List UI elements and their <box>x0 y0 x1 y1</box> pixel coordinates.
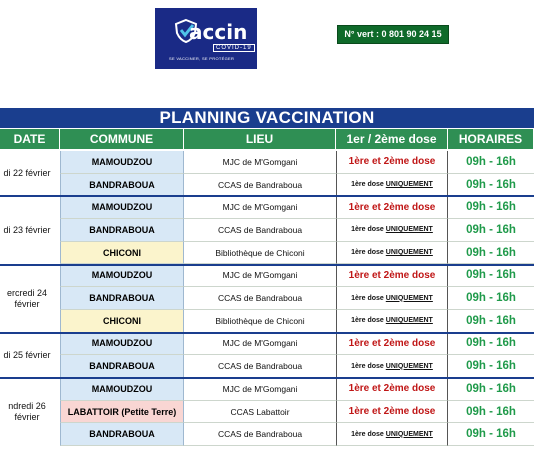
horaires-cell: 09h - 16h <box>448 401 534 424</box>
commune-cell: BANDRABOUA <box>60 174 184 197</box>
horaires-cell: 09h - 16h <box>448 333 534 356</box>
lieu-cell: CCAS de Bandraboua <box>184 355 336 378</box>
dose-cell: 1ère et 2ème dose <box>336 401 448 424</box>
date-text: di 22 février <box>3 168 51 179</box>
dose-cell: 1ère et 2ème dose <box>336 151 448 174</box>
commune-cell: BANDRABOUA <box>60 423 184 446</box>
commune-cell: LABATTOIR (Petite Terre) <box>60 401 184 424</box>
lieu-cell: CCAS de Bandraboua <box>184 174 336 197</box>
lieu-cell: MJC de M'Gomgani <box>184 378 336 401</box>
commune-cell: MAMOUDZOU <box>60 378 184 401</box>
lieu-cell: Bibliothèque de Chiconi <box>184 242 336 265</box>
dose-cell: 1ère et 2ème dose <box>336 378 448 401</box>
dose-text: 1ère dose <box>351 249 384 257</box>
commune-cell: MAMOUDZOU <box>60 196 184 219</box>
header-lieu: LIEU <box>184 129 336 149</box>
date-text: ercredi 24 février <box>6 287 48 309</box>
day-separator <box>0 332 534 334</box>
commune-cell: MAMOUDZOU <box>60 151 184 174</box>
dose-uniquement: UNIQUEMENT <box>385 362 433 370</box>
lieu-cell: MJC de M'Gomgani <box>184 196 336 219</box>
logo-word: accin <box>189 20 248 44</box>
horaires-cell: 09h - 16h <box>448 287 534 310</box>
table-row <box>0 219 534 242</box>
horaires-cell: 09h - 16h <box>448 196 534 219</box>
dose-text: 1ère dose <box>351 181 384 189</box>
horaires-cell: 09h - 16h <box>448 242 534 265</box>
lieu-cell: CCAS Labattoir <box>184 401 336 424</box>
date-cell <box>0 333 60 378</box>
lieu-cell: MJC de M'Gomgani <box>184 265 336 288</box>
dose-cell: 1ère et 2ème dose <box>336 333 448 356</box>
date-text: ndredi 26 février <box>8 401 46 423</box>
commune-cell: MAMOUDZOU <box>60 265 184 288</box>
horaires-cell: 09h - 16h <box>448 310 534 333</box>
dose-uniquement: UNIQUEMENT <box>385 226 433 234</box>
dose-cell <box>336 310 448 333</box>
logo-tagline: SE VACCINER, SE PROTÉGER <box>169 56 235 61</box>
logo-sub: COVID-19 <box>213 44 255 52</box>
day-separator <box>0 264 534 266</box>
table-row <box>0 378 534 401</box>
commune-cell: CHICONI <box>60 310 184 333</box>
dose-uniquement: UNIQUEMENT <box>385 294 433 302</box>
dose-uniquement: UNIQUEMENT <box>385 430 433 438</box>
table-row <box>0 242 534 265</box>
dose-text: 1ère dose <box>351 317 384 325</box>
dose-cell <box>336 287 448 310</box>
horaires-cell: 09h - 16h <box>448 265 534 288</box>
table-row <box>0 355 534 378</box>
dose-uniquement: UNIQUEMENT <box>385 181 433 189</box>
dose-cell <box>336 423 448 446</box>
dose-uniquement: UNIQUEMENT <box>385 317 433 325</box>
hotline-number: N° vert : 0 801 90 24 15 <box>337 25 449 44</box>
dose-text: 1ère dose <box>351 226 384 234</box>
table-row <box>0 287 534 310</box>
table-row <box>0 401 534 424</box>
date-cell <box>0 151 60 196</box>
commune-cell: MAMOUDZOU <box>60 333 184 356</box>
dose-cell <box>336 242 448 265</box>
vaccin-covid-logo <box>155 8 257 69</box>
commune-cell: BANDRABOUA <box>60 355 184 378</box>
dose-cell: 1ère et 2ème dose <box>336 265 448 288</box>
dose-text: 1ère dose <box>351 362 384 370</box>
lieu-cell: CCAS de Bandraboua <box>184 219 336 242</box>
commune-cell: CHICONI <box>60 242 184 265</box>
horaires-cell: 09h - 16h <box>448 423 534 446</box>
dose-text: 1ère dose <box>351 294 384 302</box>
date-text: di 23 février <box>3 224 51 235</box>
table-row <box>0 423 534 446</box>
horaires-cell: 09h - 16h <box>448 355 534 378</box>
dose-cell <box>336 174 448 197</box>
page-title: PLANNING VACCINATION <box>0 108 534 128</box>
date-cell <box>0 265 60 333</box>
horaires-cell: 09h - 16h <box>448 378 534 401</box>
table-row <box>0 310 534 333</box>
lieu-cell: MJC de M'Gomgani <box>184 333 336 356</box>
dose-text: 1ère dose <box>351 430 384 438</box>
lieu-cell: MJC de M'Gomgani <box>184 151 336 174</box>
header-date: DATE <box>0 129 60 149</box>
dose-cell <box>336 219 448 242</box>
day-separator <box>0 195 534 197</box>
table-row <box>0 174 534 197</box>
date-cell <box>0 378 60 446</box>
table-row <box>0 196 534 219</box>
date-cell <box>0 196 60 264</box>
horaires-cell: 09h - 16h <box>448 219 534 242</box>
table-row <box>0 265 534 288</box>
table-row <box>0 151 534 174</box>
day-separator <box>0 377 534 379</box>
dose-cell: 1ère et 2ème dose <box>336 196 448 219</box>
lieu-cell: CCAS de Bandraboua <box>184 423 336 446</box>
table-row <box>0 333 534 356</box>
dose-cell <box>336 355 448 378</box>
date-text: di 25 février <box>3 349 51 360</box>
dose-uniquement: UNIQUEMENT <box>385 249 433 257</box>
header-commune: COMMUNE <box>60 129 184 149</box>
commune-cell: BANDRABOUA <box>60 219 184 242</box>
header-dose: 1er / 2ème dose <box>336 129 448 149</box>
header-horaires: HORAIRES <box>448 129 534 149</box>
horaires-cell: 09h - 16h <box>448 174 534 197</box>
horaires-cell: 09h - 16h <box>448 151 534 174</box>
commune-cell: BANDRABOUA <box>60 287 184 310</box>
lieu-cell: CCAS de Bandraboua <box>184 287 336 310</box>
lieu-cell: Bibliothèque de Chiconi <box>184 310 336 333</box>
